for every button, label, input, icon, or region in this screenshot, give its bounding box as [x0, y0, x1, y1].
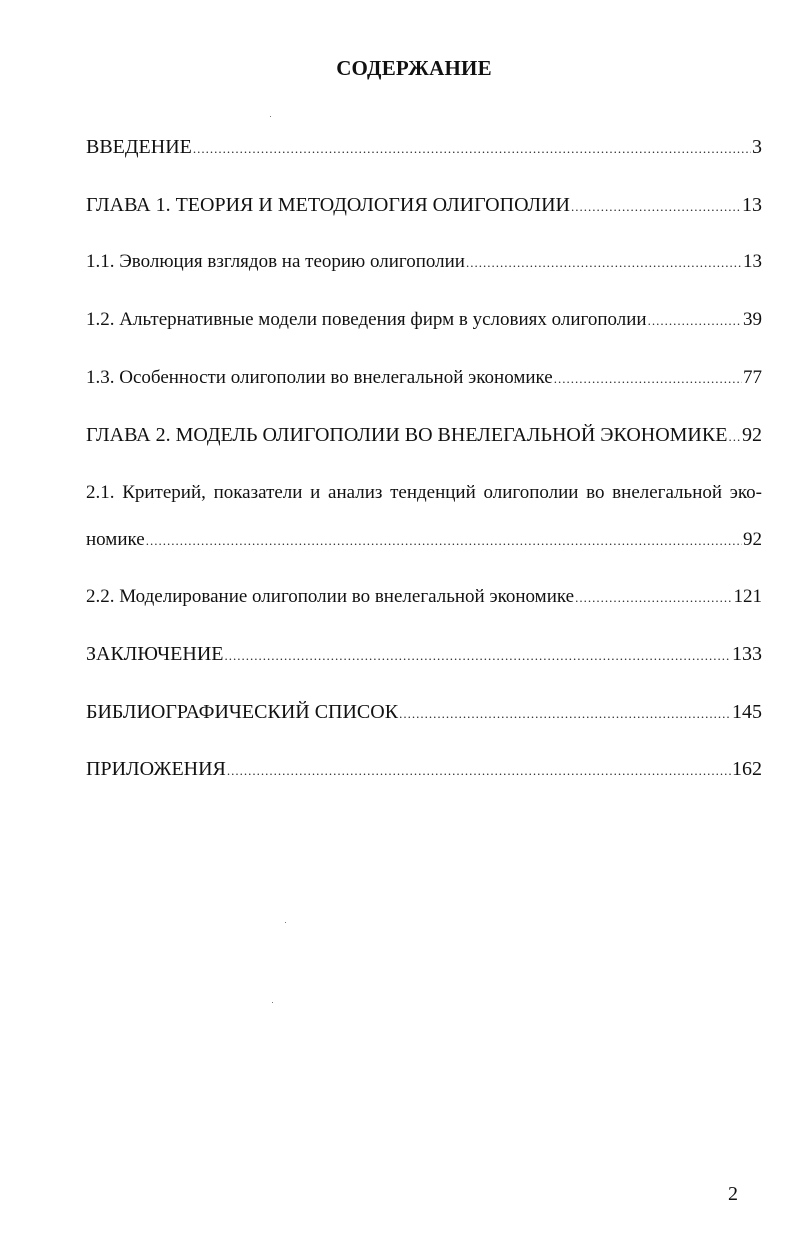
scan-speck — [272, 1002, 273, 1003]
toc-entry-page: 162 — [732, 758, 762, 780]
toc-entry-section-2-1-line-1: 2.1. Критерий, показатели и анализ тенденций олигополии во внелегальной эко- — [86, 482, 762, 503]
toc-leader-dots — [571, 196, 741, 218]
toc-leader-dots — [466, 252, 742, 274]
toc-entry-text: 2.2. Моделирование олигополии во внелегальной экономике — [86, 586, 575, 607]
toc-entry-chapter-2 — [86, 424, 762, 448]
page-number: 2 — [728, 1183, 738, 1205]
toc-leader-dots — [146, 530, 742, 552]
toc-entry-section-1-1 — [86, 251, 762, 274]
toc-entry-chapter-1 — [86, 194, 762, 218]
toc-entry-text: ВВЕДЕНИЕ — [86, 136, 192, 158]
toc-entry-text: ГЛАВА 2. МОДЕЛЬ ОЛИГОПОЛИИ ВО ВНЕЛЕГАЛЬНОЙ ЭКОНОМИКЕ — [86, 424, 728, 446]
toc-leader-dots — [648, 310, 742, 332]
toc-leader-dots — [728, 426, 741, 448]
toc-leader-dots — [193, 138, 751, 160]
toc-entry-section-1-2 — [86, 309, 762, 332]
toc-entry-text: 1.3. Особенности олигополии во внелегальной экономике — [86, 367, 553, 388]
toc-entry-page: 77 — [743, 367, 762, 388]
scan-speck — [270, 116, 271, 117]
toc-entry-conclusion — [86, 643, 762, 667]
toc-entry-page: 13 — [742, 194, 762, 216]
toc-leader-dots — [554, 368, 742, 390]
toc-entry-text: ГЛАВА 1. ТЕОРИЯ И МЕТОДОЛОГИЯ ОЛИГОПОЛИИ — [86, 194, 570, 216]
toc-leader-dots — [399, 703, 731, 725]
toc-entry-text: 1.1. Эволюция взглядов на теорию олигополии — [86, 251, 465, 272]
toc-entry-page: 121 — [733, 586, 762, 607]
toc-entry-bibliography — [86, 701, 762, 725]
toc-leader-dots — [224, 645, 731, 667]
toc-entry-text: БИБЛИОГРАФИЧЕСКИЙ СПИСОК — [86, 701, 399, 723]
toc-leader-dots — [227, 760, 731, 782]
toc-entry-section-1-3 — [86, 367, 762, 390]
toc-entry-section-2-1 — [86, 529, 762, 552]
toc-entry-page: 92 — [743, 529, 762, 550]
toc-entry-page: 13 — [743, 251, 762, 272]
toc-entry-text: ЗАКЛЮЧЕНИЕ — [86, 643, 224, 665]
toc-entry-intro — [86, 136, 762, 160]
toc-entry-page: 133 — [732, 643, 762, 665]
scan-speck — [285, 922, 286, 923]
toc-entry-appendices — [86, 758, 762, 782]
toc-leader-dots — [575, 587, 732, 609]
toc-entry-section-2-2 — [86, 586, 762, 609]
page-title: СОДЕРЖАНИЕ — [336, 56, 492, 80]
toc-entry-text: номике — [86, 529, 145, 550]
toc-entry-text: ПРИЛОЖЕНИЯ — [86, 758, 226, 780]
toc-entry-page: 145 — [732, 701, 762, 723]
toc-entry-page: 39 — [743, 309, 762, 330]
toc-entry-page: 3 — [752, 136, 762, 158]
toc-entry-text: 1.2. Альтернативные модели поведения фирм в условиях олигополии — [86, 309, 647, 330]
toc-entry-page: 92 — [742, 424, 762, 446]
